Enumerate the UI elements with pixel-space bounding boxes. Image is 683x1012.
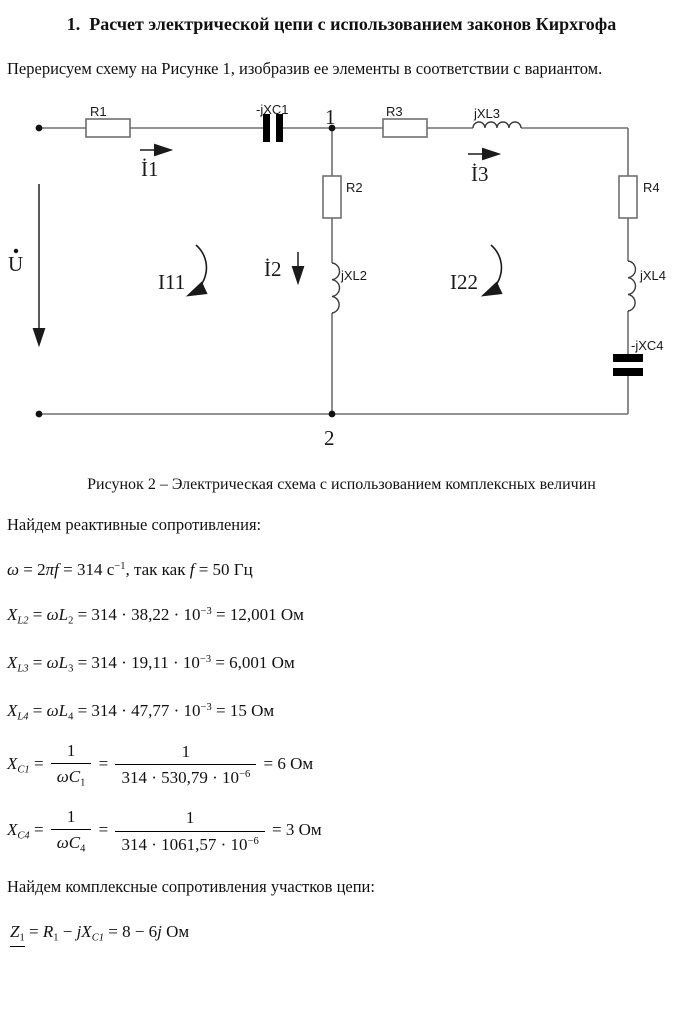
label-loop-i11: I11 — [158, 270, 186, 294]
inductor-l4-symbol — [628, 261, 635, 311]
resistor-r3-symbol — [383, 119, 427, 137]
formula-omega: ω = 2πf = 314 $с^{-1}$, так как f = 50 Гц — [7, 560, 253, 579]
label-voltage-u: U — [8, 252, 24, 276]
z1-underlined: $Z_1$ — [10, 921, 25, 947]
resistor-r2-symbol — [323, 176, 341, 218]
label-current-i1: İ1 — [141, 157, 159, 181]
label-l3: jXL3 — [474, 106, 501, 121]
resistor-r1-symbol — [86, 119, 130, 137]
section-heading: 1. Расчет электрической цепи с использованием законов Кирхгофа — [66, 14, 617, 34]
formula-xc1: $X_{C1}$ = $\frac{1}{\omega C_1}$ = $\frac{1}{314 \cdot 530,79 \cdot 10^{-6}}$ = 6 Ом — [7, 740, 314, 789]
terminal-top-left-dot — [36, 125, 43, 132]
inductor-l3-symbol — [473, 122, 521, 128]
label-node-1: 1 — [325, 105, 336, 129]
label-loop-i22: I22 — [450, 270, 478, 294]
label-c1: -jXC1 — [256, 102, 289, 117]
figure-caption: Рисунок 2 – Электрическая схема с использованием комплексных величин — [87, 476, 596, 493]
circuit-wires — [39, 128, 628, 414]
formula-xc4: $X_{C4}$ = $\frac{1}{\omega C_4}$ = $\frac{1}{314 \cdot 1061,57 \cdot 10^{-6}}$ = 3 Ом — [7, 806, 322, 855]
label-node-2: 2 — [324, 426, 335, 450]
label-r2: R2 — [346, 180, 363, 195]
loop-arrow-i11 — [189, 245, 206, 295]
label-r4: R4 — [643, 180, 660, 195]
fraction: $\frac{1}{314 \cdot 1061,57 \cdot 10^{-6}}$ — [115, 807, 264, 855]
label-r3: R3 — [386, 104, 403, 119]
label-l4: jXL4 — [640, 268, 667, 283]
formula-xl4: $X_{L4} = \omega L_4 = 314 \cdot 47,77 \cdot 10^{-3} = 15$ Ом — [7, 700, 275, 723]
fraction: $\frac{1}{\omega C_1}$ — [51, 740, 92, 790]
circuit-figure — [0, 96, 683, 451]
resistor-r4-symbol — [619, 176, 637, 218]
loop-arrow-i22 — [484, 245, 501, 295]
formula-xl3: $X_{L3} = \omega L_3 = 314 \cdot 19,11 \cdot 10^{-3} = 6,001$ Ом — [7, 653, 295, 675]
inductor-l2-symbol — [332, 263, 339, 313]
label-current-i3: İ3 — [471, 162, 489, 186]
node-2-dot — [329, 411, 336, 418]
intro-paragraph: Перерисуем схему на Рисунке 1, изобразив ее элементы в соответствии с вариантом. — [7, 59, 603, 78]
fraction: $\frac{1}{314 \cdot 530,79 \cdot 10^{-6}}$ — [115, 741, 256, 789]
terminal-bottom-left-dot — [36, 411, 43, 418]
label-l2: jXL2 — [341, 268, 368, 283]
find-complex-text: Найдем комплексные сопротивления участков цепи: — [7, 877, 375, 897]
fraction: $\frac{1}{\omega C_4}$ — [51, 806, 92, 856]
label-c4: -jXC4 — [631, 338, 664, 353]
capacitor-c1-symbol — [263, 114, 283, 142]
label-r1: R1 — [90, 104, 107, 119]
formula-xl2: $X_{L2} = \omega L_2 = 314 \cdot 38,22 \cdot 10^{-3} = 12,001$ Ом — [7, 605, 304, 627]
label-current-i2: İ2 — [264, 257, 282, 281]
capacitor-c4-symbol — [613, 354, 643, 376]
formula-z1: $Z_1 = R_1 - jX_{C1} = 8 - 6j$ Ом — [10, 921, 683, 947]
find-reactive-text: Найдем реактивные сопротивления: — [7, 515, 262, 534]
